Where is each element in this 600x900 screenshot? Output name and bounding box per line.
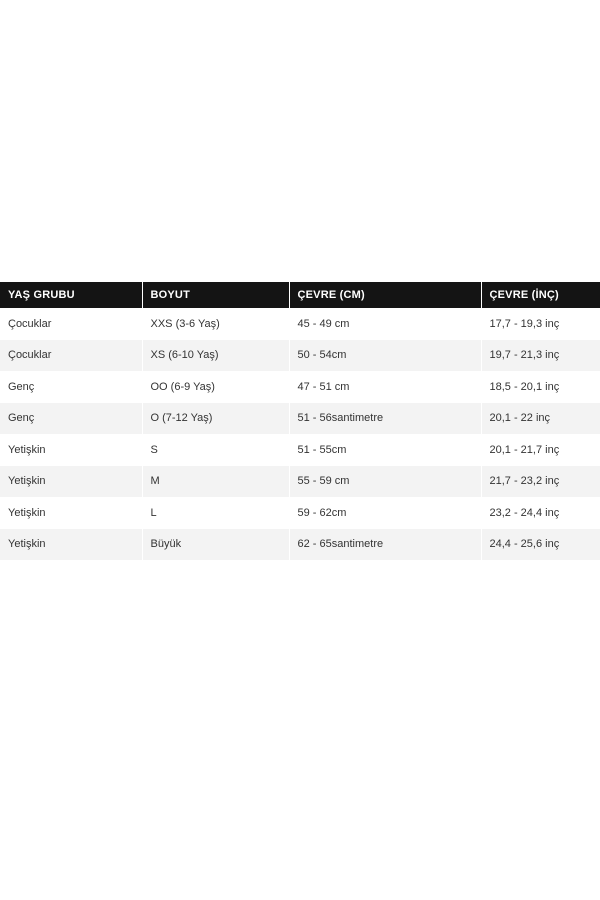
cell-age-group: Yetişkin: [0, 497, 142, 529]
cell-circumference-inch: 23,2 - 24,4 inç: [481, 497, 600, 529]
table-row: [0, 403, 600, 435]
cell-age-group: Çocuklar: [0, 308, 142, 340]
header-row: [0, 282, 600, 308]
cell-size: OO (6-9 Yaş): [142, 371, 289, 403]
cell-size: M: [142, 466, 289, 498]
cell-circumference-cm: 59 - 62cm: [289, 497, 481, 529]
cell-circumference-cm: 51 - 56santimetre: [289, 403, 481, 435]
cell-size: XS (6-10 Yaş): [142, 340, 289, 372]
cell-circumference-inch: 18,5 - 20,1 inç: [481, 371, 600, 403]
cell-size: L: [142, 497, 289, 529]
header-circumference-inch: ÇEVRE (İNÇ): [481, 282, 600, 308]
cell-circumference-cm: 50 - 54cm: [289, 340, 481, 372]
cell-circumference-cm: 51 - 55cm: [289, 434, 481, 466]
cell-circumference-cm: 47 - 51 cm: [289, 371, 481, 403]
header-size: BOYUT: [142, 282, 289, 308]
cell-circumference-inch: 17,7 - 19,3 inç: [481, 308, 600, 340]
cell-circumference-cm: 55 - 59 cm: [289, 466, 481, 498]
size-chart-table: [0, 282, 600, 560]
cell-age-group: Genç: [0, 403, 142, 435]
cell-age-group: Yetişkin: [0, 466, 142, 498]
cell-size: S: [142, 434, 289, 466]
table-row: [0, 466, 600, 498]
table-row: [0, 371, 600, 403]
cell-age-group: Genç: [0, 371, 142, 403]
cell-circumference-inch: 20,1 - 21,7 inç: [481, 434, 600, 466]
table-row: [0, 529, 600, 561]
cell-age-group: Yetişkin: [0, 529, 142, 561]
table-row: [0, 434, 600, 466]
cell-age-group: Çocuklar: [0, 340, 142, 372]
table-row: [0, 340, 600, 372]
cell-size: O (7-12 Yaş): [142, 403, 289, 435]
cell-circumference-inch: 24,4 - 25,6 inç: [481, 529, 600, 561]
cell-size: Büyük: [142, 529, 289, 561]
table-row: [0, 308, 600, 340]
size-chart-body: [0, 308, 600, 560]
cell-size: XXS (3-6 Yaş): [142, 308, 289, 340]
cell-circumference-inch: 19,7 - 21,3 inç: [481, 340, 600, 372]
size-chart-header: [0, 282, 600, 308]
header-circumference-cm: ÇEVRE (CM): [289, 282, 481, 308]
cell-circumference-cm: 45 - 49 cm: [289, 308, 481, 340]
cell-circumference-inch: 21,7 - 23,2 inç: [481, 466, 600, 498]
cell-circumference-inch: 20,1 - 22 inç: [481, 403, 600, 435]
cell-age-group: Yetişkin: [0, 434, 142, 466]
cell-circumference-cm: 62 - 65santimetre: [289, 529, 481, 561]
header-age-group: YAŞ GRUBU: [0, 282, 142, 308]
table-row: [0, 497, 600, 529]
